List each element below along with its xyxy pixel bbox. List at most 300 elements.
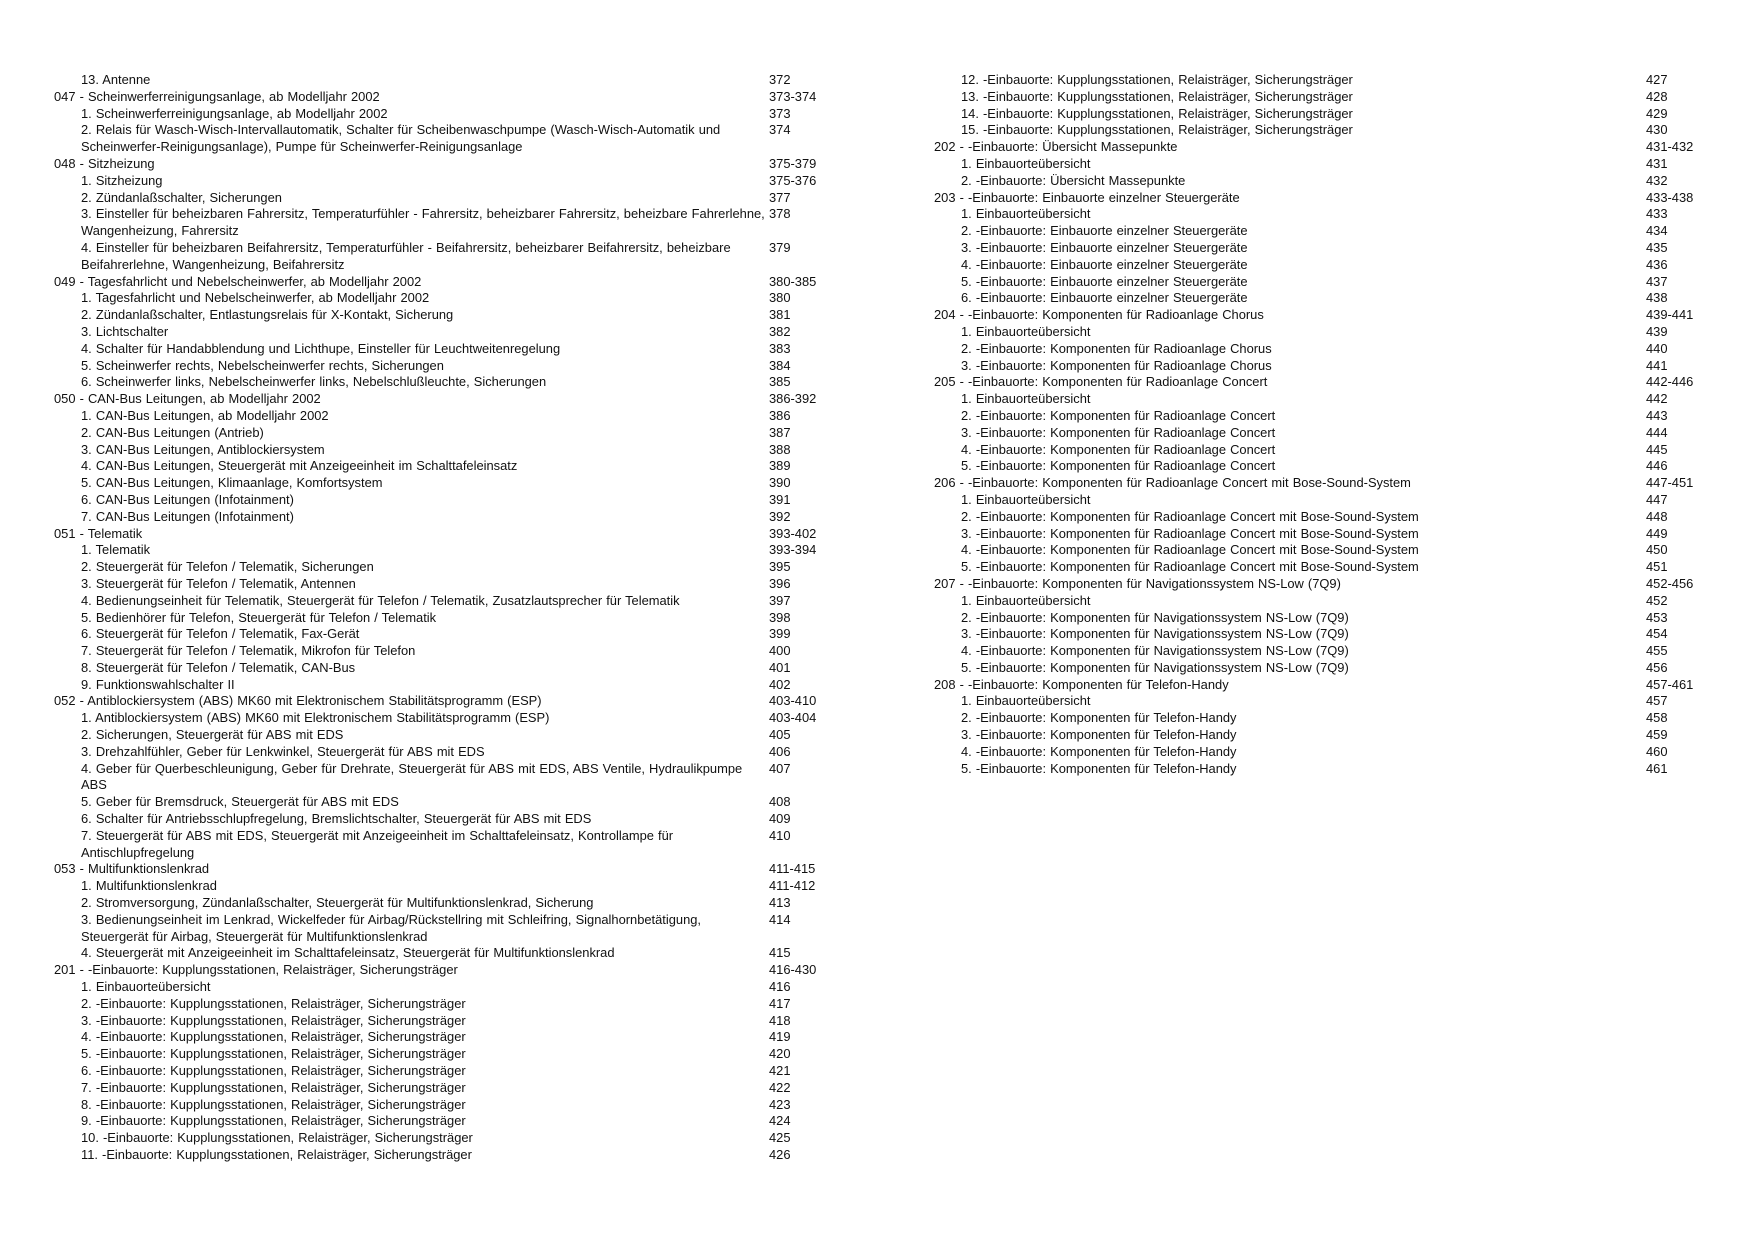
toc-entry-page-number: 433-438	[1646, 189, 1694, 205]
toc-entry-page-number: 455	[1646, 643, 1668, 659]
toc-entry-page-number: 378	[769, 206, 791, 222]
toc-entry-title: 2. CAN-Bus Leitungen (Antrieb)	[81, 424, 264, 440]
toc-entry-title: 047 - Scheinwerferreinigungsanlage, ab Modelljahr 2002	[54, 88, 380, 104]
toc-section-entry	[54, 643, 834, 660]
toc-entry-title: 051 - Telematik	[54, 525, 143, 541]
toc-entry-page-number: 373-374	[769, 88, 817, 104]
toc-section-entry	[54, 458, 834, 475]
toc-entry-page-number: 400	[769, 643, 791, 659]
toc-entry-page-number: 456	[1646, 659, 1668, 675]
toc-entry-page-number: 448	[1646, 508, 1668, 524]
toc-entry-page-number: 403-410	[769, 693, 817, 709]
toc-entry-page-number: 438	[1646, 290, 1668, 306]
toc-entry-page-number: 432	[1646, 172, 1668, 188]
toc-entry-page-number: 447-451	[1646, 475, 1694, 491]
toc-entry-page-number: 387	[769, 424, 791, 440]
toc-entry-title: 5. Bedienhörer für Telefon, Steuergerät für Telefon / Telematik	[81, 609, 437, 625]
toc-entry-page-number: 445	[1646, 441, 1668, 457]
toc-section-entry	[934, 274, 1714, 291]
toc-entry-page-number: 416-430	[769, 962, 817, 978]
toc-section-entry	[54, 895, 834, 912]
toc-entry-title: 1. Einbauorteübersicht	[961, 206, 1091, 222]
toc-section-entry	[54, 358, 834, 375]
toc-section-entry	[934, 744, 1714, 761]
toc-section-entry	[54, 1113, 834, 1130]
toc-section-entry	[54, 341, 834, 358]
toc-entry-title: 2. Relais für Wasch-Wisch-Intervallautomatik, Schalter für Scheibenwaschpumpe (Wasch-Wisch-Automatik und Scheinwerfer-Reinigungsanlage), Pumpe für Scheinwerfer-Reinigungsanlage	[81, 122, 721, 155]
toc-section-entry	[934, 542, 1714, 559]
toc-entry-page-number: 439	[1646, 323, 1668, 339]
toc-entry-title: 2. Zündanlaßschalter, Entlastungsrelais für X-Kontakt, Sicherung	[81, 307, 454, 323]
toc-entry-title: 5. Scheinwerfer rechts, Nebelscheinwerfer rechts, Sicherungen	[81, 357, 444, 373]
toc-section-entry	[934, 643, 1714, 660]
toc-section-entry	[54, 593, 834, 610]
toc-entry-title: 204 - -Einbauorte: Komponenten für Radioanlage Chorus	[934, 307, 1264, 323]
toc-chapter-entry	[934, 307, 1714, 324]
toc-entry-title: 1. Einbauorteübersicht	[81, 979, 211, 995]
toc-entry-page-number: 418	[769, 1012, 791, 1028]
toc-entry-title: 4. -Einbauorte: Kupplungsstationen, Relaisträger, Sicherungsträger	[81, 1029, 466, 1045]
toc-chapter-entry	[54, 962, 834, 979]
toc-entry-title: 3. Steuergerät für Telefon / Telematik, Antennen	[81, 575, 356, 591]
toc-entry-title: 2. -Einbauorte: Komponenten für Radioanlage Chorus	[961, 340, 1272, 356]
toc-entry-page-number: 403-404	[769, 710, 817, 726]
toc-section-entry	[54, 542, 834, 559]
toc-entry-page-number: 413	[769, 895, 791, 911]
toc-entry-page-number: 411-412	[769, 878, 816, 894]
toc-chapter-entry	[54, 274, 834, 291]
toc-section-entry	[934, 610, 1714, 627]
toc-section-entry	[54, 761, 834, 795]
toc-section-entry	[54, 408, 834, 425]
toc-entry-title: 2. Zündanlaßschalter, Sicherungen	[81, 189, 282, 205]
toc-entry-page-number: 459	[1646, 727, 1668, 743]
toc-section-entry	[934, 660, 1714, 677]
toc-entry-page-number: 427	[1646, 72, 1668, 87]
toc-entry-page-number: 440	[1646, 340, 1668, 356]
toc-right-column	[934, 72, 1714, 777]
toc-entry-page-number: 422	[769, 1079, 791, 1095]
toc-entry-title: 6. Schalter für Antriebsschlupfregelung, Bremslichtschalter, Steuergerät für ABS mit EDS	[81, 811, 592, 827]
toc-entry-title: 15. -Einbauorte: Kupplungsstationen, Relaisträger, Sicherungsträger	[961, 122, 1353, 138]
toc-entry-page-number: 460	[1646, 743, 1668, 759]
toc-entry-title: 4. -Einbauorte: Komponenten für Telefon-Handy	[961, 743, 1237, 759]
toc-section-entry	[54, 307, 834, 324]
toc-entry-title: 1. Einbauorteübersicht	[961, 391, 1091, 407]
toc-entry-page-number: 442-446	[1646, 374, 1694, 390]
toc-section-entry	[54, 290, 834, 307]
toc-entry-page-number: 411-415	[769, 861, 816, 877]
toc-entry-title: 1. Einbauorteübersicht	[961, 323, 1091, 339]
toc-entry-title: 7. CAN-Bus Leitungen (Infotainment)	[81, 508, 294, 524]
toc-chapter-entry	[54, 89, 834, 106]
toc-section-entry	[54, 945, 834, 962]
toc-entry-page-number: 408	[769, 794, 791, 810]
toc-entry-title: 5. -Einbauorte: Komponenten für Radioanlage Concert mit Bose-Sound-System	[961, 559, 1419, 575]
toc-entry-page-number: 410	[769, 827, 791, 843]
toc-entry-title: 208 - -Einbauorte: Komponenten für Telefon-Handy	[934, 676, 1229, 692]
toc-entry-title: 1. Einbauorteübersicht	[961, 592, 1091, 608]
toc-section-entry	[54, 190, 834, 207]
toc-entry-title: 3. -Einbauorte: Komponenten für Radioanlage Concert	[961, 424, 1276, 440]
toc-section-entry	[54, 979, 834, 996]
toc-section-entry	[934, 341, 1714, 358]
toc-entry-page-number: 429	[1646, 105, 1668, 121]
toc-entry-title: 6. -Einbauorte: Kupplungsstationen, Relaisträger, Sicherungsträger	[81, 1063, 466, 1079]
toc-entry-title: 2. -Einbauorte: Kupplungsstationen, Relaisträger, Sicherungsträger	[81, 995, 466, 1011]
toc-section-entry	[934, 509, 1714, 526]
toc-entry-page-number: 443	[1646, 407, 1668, 423]
toc-section-entry	[54, 727, 834, 744]
toc-section-entry	[934, 391, 1714, 408]
toc-entry-title: 4. Einsteller für beheizbaren Beifahrersitz, Temperaturfühler - Beifahrersitz, beheizbarer Beifahrersitz, beheizbare Beifahrerlehne, Wangenheizung, Beifahrersitz	[81, 239, 731, 272]
toc-entry-page-number: 454	[1646, 626, 1668, 642]
toc-entry-title: 207 - -Einbauorte: Komponenten für Navigationssystem NS-Low (7Q9)	[934, 575, 1341, 591]
toc-section-entry	[54, 660, 834, 677]
toc-section-entry	[934, 240, 1714, 257]
toc-entry-page-number: 458	[1646, 710, 1668, 726]
toc-section-entry	[54, 878, 834, 895]
toc-entry-page-number: 381	[769, 307, 791, 323]
toc-section-entry	[934, 526, 1714, 543]
toc-entry-page-number: 446	[1646, 458, 1668, 474]
toc-section-entry	[54, 173, 834, 190]
toc-entry-title: 3. -Einbauorte: Kupplungsstationen, Relaisträger, Sicherungsträger	[81, 1012, 466, 1028]
toc-section-entry	[54, 912, 834, 946]
toc-entry-title: 3. Bedienungseinheit im Lenkrad, Wickelfeder für Airbag/Rückstellring mit Schleifring, Signalhornbetätigung, Steuergerät für Airbag, Steuergerät für Multifunktionslenkrad	[81, 911, 702, 944]
toc-entry-title: 3. -Einbauorte: Komponenten für Navigationssystem NS-Low (7Q9)	[961, 626, 1349, 642]
toc-entry-title: 4. -Einbauorte: Komponenten für Navigationssystem NS-Low (7Q9)	[961, 643, 1349, 659]
toc-entry-title: 050 - CAN-Bus Leitungen, ab Modelljahr 2002	[54, 391, 321, 407]
toc-entry-title: 4. -Einbauorte: Komponenten für Radioanlage Concert mit Bose-Sound-System	[961, 542, 1419, 558]
toc-entry-title: 1. Einbauorteübersicht	[961, 155, 1091, 171]
toc-entry-title: 2. -Einbauorte: Einbauorte einzelner Steuergeräte	[961, 223, 1248, 239]
toc-section-entry	[934, 89, 1714, 106]
toc-entry-title: 8. -Einbauorte: Kupplungsstationen, Relaisträger, Sicherungsträger	[81, 1096, 466, 1112]
toc-section-entry	[54, 106, 834, 123]
toc-section-entry	[54, 374, 834, 391]
toc-entry-page-number: 402	[769, 676, 791, 692]
toc-entry-page-number: 389	[769, 458, 791, 474]
toc-entry-page-number: 393-394	[769, 542, 817, 558]
toc-section-entry	[934, 425, 1714, 442]
toc-entry-title: 5. -Einbauorte: Kupplungsstationen, Relaisträger, Sicherungsträger	[81, 1046, 466, 1062]
toc-entry-page-number: 414	[769, 911, 791, 927]
toc-entry-page-number: 396	[769, 575, 791, 591]
toc-entry-title: 1. Multifunktionslenkrad	[81, 878, 217, 894]
toc-chapter-entry	[934, 576, 1714, 593]
toc-chapter-entry	[54, 861, 834, 878]
toc-entry-title: 2. Stromversorgung, Zündanlaßschalter, Steuergerät für Multifunktionslenkrad, Sicherung	[81, 895, 594, 911]
toc-entry-title: 5. Geber für Bremsdruck, Steuergerät für ABS mit EDS	[81, 794, 399, 810]
toc-entry-page-number: 399	[769, 626, 791, 642]
toc-entry-title: 1. Tagesfahrlicht und Nebelscheinwerfer, ab Modelljahr 2002	[81, 290, 430, 306]
toc-entry-page-number: 447	[1646, 491, 1668, 507]
toc-section-entry	[934, 122, 1714, 139]
toc-entry-title: 3. Lichtschalter	[81, 323, 169, 339]
toc-entry-title: 1. Einbauorteübersicht	[961, 693, 1091, 709]
toc-entry-page-number: 392	[769, 508, 791, 524]
toc-section-entry	[54, 240, 834, 274]
toc-entry-title: 3. -Einbauorte: Komponenten für Telefon-Handy	[961, 727, 1237, 743]
toc-entry-page-number: 439-441	[1646, 307, 1694, 323]
toc-section-entry	[934, 223, 1714, 240]
toc-entry-page-number: 416	[769, 979, 791, 995]
toc-entry-title: 2. -Einbauorte: Komponenten für Telefon-Handy	[961, 710, 1237, 726]
toc-entry-page-number: 380	[769, 290, 791, 306]
toc-entry-title: 4. CAN-Bus Leitungen, Steuergerät mit Anzeigeeinheit im Schalttafeleinsatz	[81, 458, 518, 474]
toc-entry-page-number: 437	[1646, 273, 1668, 289]
toc-section-entry	[54, 425, 834, 442]
toc-entry-page-number: 434	[1646, 223, 1668, 239]
toc-entry-title: 7. -Einbauorte: Kupplungsstationen, Relaisträger, Sicherungsträger	[81, 1079, 466, 1095]
toc-entry-page-number: 449	[1646, 525, 1668, 541]
toc-entry-title: 201 - -Einbauorte: Kupplungsstationen, Relaisträger, Sicherungsträger	[54, 962, 458, 978]
toc-entry-page-number: 421	[769, 1063, 791, 1079]
toc-chapter-entry	[54, 693, 834, 710]
toc-entry-page-number: 375-376	[769, 172, 817, 188]
toc-entry-page-number: 419	[769, 1029, 791, 1045]
toc-entry-page-number: 409	[769, 811, 791, 827]
toc-entry-title: 9. Funktionswahlschalter II	[81, 676, 235, 692]
toc-entry-title: 3. Drehzahlfühler, Geber für Lenkwinkel, Steuergerät für ABS mit EDS	[81, 743, 485, 759]
toc-entry-page-number: 431	[1646, 155, 1668, 171]
toc-entry-title: 14. -Einbauorte: Kupplungsstationen, Relaisträger, Sicherungsträger	[961, 105, 1353, 121]
toc-entry-page-number: 417	[769, 995, 791, 1011]
toc-section-entry	[934, 358, 1714, 375]
toc-section-entry	[54, 475, 834, 492]
toc-entry-title: 4. Geber für Querbeschleunigung, Geber für Drehrate, Steuergerät für ABS mit EDS, ABS Ventile, Hydraulikpumpe ABS	[81, 760, 743, 793]
toc-section-entry	[54, 828, 834, 862]
toc-entry-page-number: 401	[769, 659, 791, 675]
toc-entry-page-number: 390	[769, 475, 791, 491]
toc-chapter-entry	[54, 156, 834, 173]
toc-entry-page-number: 452-456	[1646, 575, 1694, 591]
toc-section-entry	[54, 1097, 834, 1114]
toc-section-entry	[54, 1130, 834, 1147]
toc-entry-title: 1. Einbauorteübersicht	[961, 491, 1091, 507]
toc-entry-title: 7. Steuergerät für Telefon / Telematik, Mikrofon für Telefon	[81, 643, 416, 659]
toc-entry-page-number: 372	[769, 72, 791, 87]
toc-entry-title: 4. Bedienungseinheit für Telematik, Steuergerät für Telefon / Telematik, Zusatzlautsprecher für Telematik	[81, 592, 680, 608]
toc-entry-title: 11. -Einbauorte: Kupplungsstationen, Relaisträger, Sicherungsträger	[81, 1147, 472, 1162]
toc-entry-title: 052 - Antiblockiersystem (ABS) MK60 mit Elektronischem Stabilitätsprogramm (ESP)	[54, 693, 542, 709]
toc-chapter-entry	[934, 677, 1714, 694]
toc-entry-title: 1. Antiblockiersystem (ABS) MK60 mit Elektronischem Stabilitätsprogramm (ESP)	[81, 710, 550, 726]
toc-section-entry	[54, 442, 834, 459]
toc-entry-page-number: 407	[769, 760, 791, 776]
toc-entry-title: 8. Steuergerät für Telefon / Telematik, CAN-Bus	[81, 659, 356, 675]
toc-entry-page-number: 386-392	[769, 391, 817, 407]
toc-section-entry	[934, 173, 1714, 190]
toc-entry-page-number: 435	[1646, 239, 1668, 255]
toc-chapter-entry	[54, 391, 834, 408]
toc-section-entry	[54, 811, 834, 828]
toc-entry-page-number: 373	[769, 105, 791, 121]
toc-entry-title: 5. -Einbauorte: Komponenten für Radioanlage Concert	[961, 458, 1276, 474]
toc-section-entry	[54, 206, 834, 240]
toc-entry-page-number: 453	[1646, 609, 1668, 625]
toc-section-entry	[54, 1013, 834, 1030]
toc-chapter-entry	[934, 190, 1714, 207]
toc-section-entry	[54, 1029, 834, 1046]
toc-entry-page-number: 393-402	[769, 525, 817, 541]
toc-entry-page-number: 436	[1646, 256, 1668, 272]
toc-entry-page-number: 441	[1646, 357, 1668, 373]
toc-entry-title: 12. -Einbauorte: Kupplungsstationen, Relaisträger, Sicherungsträger	[961, 72, 1353, 87]
toc-entry-title: 6. Scheinwerfer links, Nebelscheinwerfer links, Nebelschlußleuchte, Sicherungen	[81, 374, 547, 390]
toc-entry-title: 4. -Einbauorte: Einbauorte einzelner Steuergeräte	[961, 256, 1248, 272]
toc-entry-title: 4. Steuergerät mit Anzeigeeinheit im Schalttafeleinsatz, Steuergerät für Multifunktionslenkrad	[81, 945, 615, 961]
toc-entry-title: 205 - -Einbauorte: Komponenten für Radioanlage Concert	[934, 374, 1268, 390]
toc-entry-page-number: 425	[769, 1130, 791, 1146]
toc-entry-page-number: 420	[769, 1046, 791, 1062]
toc-entry-page-number: 379	[769, 239, 791, 255]
toc-entry-page-number: 386	[769, 407, 791, 423]
toc-entry-page-number: 406	[769, 743, 791, 759]
toc-section-entry	[934, 408, 1714, 425]
toc-entry-title: 2. -Einbauorte: Komponenten für Navigationssystem NS-Low (7Q9)	[961, 609, 1349, 625]
toc-section-entry	[54, 744, 834, 761]
toc-entry-title: 5. -Einbauorte: Komponenten für Navigationssystem NS-Low (7Q9)	[961, 659, 1349, 675]
toc-section-entry	[54, 626, 834, 643]
toc-entry-page-number: 395	[769, 559, 791, 575]
toc-section-entry	[934, 206, 1714, 223]
toc-entry-title: 2. Steuergerät für Telefon / Telematik, Sicherungen	[81, 559, 374, 575]
toc-entry-page-number: 384	[769, 357, 791, 373]
toc-section-entry	[54, 324, 834, 341]
toc-entry-page-number: 415	[769, 945, 791, 961]
toc-section-entry	[934, 761, 1714, 778]
toc-section-entry	[54, 996, 834, 1013]
toc-section-entry	[934, 693, 1714, 710]
toc-section-entry	[934, 458, 1714, 475]
toc-entry-title: 13. Antenne	[81, 72, 151, 87]
toc-entry-page-number: 374	[769, 122, 791, 138]
toc-entry-title: 7. Steuergerät für ABS mit EDS, Steuergerät mit Anzeigeeinheit im Schalttafeleinsatz, Kontrollampe für Antischlupfregelung	[81, 827, 674, 860]
toc-chapter-entry	[934, 374, 1714, 391]
toc-section-entry	[934, 727, 1714, 744]
toc-entry-page-number: 398	[769, 609, 791, 625]
toc-section-entry	[54, 72, 834, 89]
toc-entry-page-number: 457-461	[1646, 676, 1694, 692]
toc-section-entry	[934, 156, 1714, 173]
toc-section-entry	[54, 1063, 834, 1080]
toc-section-entry	[934, 106, 1714, 123]
toc-entry-page-number: 444	[1646, 424, 1668, 440]
toc-section-entry	[934, 324, 1714, 341]
toc-entry-title: 2. -Einbauorte: Komponenten für Radioanlage Concert mit Bose-Sound-System	[961, 508, 1419, 524]
toc-entry-page-number: 391	[769, 491, 791, 507]
toc-entry-title: 1. Sitzheizung	[81, 172, 163, 188]
toc-entry-page-number: 461	[1646, 760, 1668, 776]
toc-entry-page-number: 457	[1646, 693, 1668, 709]
toc-chapter-entry	[934, 139, 1714, 156]
toc-section-entry	[54, 492, 834, 509]
toc-entry-title: 6. -Einbauorte: Einbauorte einzelner Steuergeräte	[961, 290, 1248, 306]
toc-entry-title: 4. Schalter für Handabblendung und Lichthupe, Einsteller für Leuchtweitenregelung	[81, 340, 561, 356]
toc-entry-page-number: 383	[769, 340, 791, 356]
toc-section-entry	[934, 290, 1714, 307]
toc-entry-title: 3. CAN-Bus Leitungen, Antiblockiersystem	[81, 441, 325, 457]
toc-entry-title: 2. -Einbauorte: Übersicht Massepunkte	[961, 172, 1186, 188]
toc-entry-title: 049 - Tagesfahrlicht und Nebelscheinwerfer, ab Modelljahr 2002	[54, 273, 422, 289]
toc-entry-page-number: 428	[1646, 88, 1668, 104]
toc-entry-title: 3. -Einbauorte: Einbauorte einzelner Steuergeräte	[961, 239, 1248, 255]
toc-section-entry	[54, 1080, 834, 1097]
toc-entry-title: 2. Sicherungen, Steuergerät für ABS mit EDS	[81, 727, 344, 743]
toc-entry-title: 3. -Einbauorte: Komponenten für Radioanlage Concert mit Bose-Sound-System	[961, 525, 1419, 541]
toc-entry-page-number: 452	[1646, 592, 1668, 608]
toc-section-entry	[934, 593, 1714, 610]
toc-entry-page-number: 380-385	[769, 273, 817, 289]
toc-entry-title: 6. Steuergerät für Telefon / Telematik, Fax-Gerät	[81, 626, 360, 642]
toc-entry-page-number: 377	[769, 189, 791, 205]
toc-section-entry	[54, 610, 834, 627]
toc-entry-title: 5. -Einbauorte: Einbauorte einzelner Steuergeräte	[961, 273, 1248, 289]
toc-section-entry	[54, 1046, 834, 1063]
toc-section-entry	[54, 122, 834, 156]
toc-entry-title: 9. -Einbauorte: Kupplungsstationen, Relaisträger, Sicherungsträger	[81, 1113, 466, 1129]
toc-entry-title: 3. -Einbauorte: Komponenten für Radioanlage Chorus	[961, 357, 1272, 373]
toc-section-entry	[934, 559, 1714, 576]
toc-entry-page-number: 442	[1646, 391, 1668, 407]
toc-entry-title: 1. Telematik	[81, 542, 151, 558]
toc-entry-page-number: 433	[1646, 206, 1668, 222]
toc-entry-page-number: 424	[769, 1113, 791, 1129]
toc-section-entry	[934, 442, 1714, 459]
toc-entry-page-number: 450	[1646, 542, 1668, 558]
toc-entry-title: 4. -Einbauorte: Komponenten für Radioanlage Concert	[961, 441, 1276, 457]
toc-section-entry	[934, 72, 1714, 89]
toc-section-entry	[54, 509, 834, 526]
toc-section-entry	[54, 559, 834, 576]
toc-section-entry	[934, 626, 1714, 643]
toc-section-entry	[54, 794, 834, 811]
toc-chapter-entry	[54, 526, 834, 543]
toc-entry-title: 13. -Einbauorte: Kupplungsstationen, Relaisträger, Sicherungsträger	[961, 88, 1353, 104]
toc-section-entry	[54, 710, 834, 727]
toc-entry-title: 3. Einsteller für beheizbaren Fahrersitz, Temperaturfühler - Fahrersitz, beheizbarer Fahrersitz, beheizbare Fahrerlehne, Wangenheizung, Fahrersitz	[81, 206, 765, 239]
toc-entry-page-number: 426	[769, 1147, 791, 1162]
toc-entry-title: 5. CAN-Bus Leitungen, Klimaanlage, Komfortsystem	[81, 475, 383, 491]
toc-chapter-entry	[934, 475, 1714, 492]
toc-entry-title: 10. -Einbauorte: Kupplungsstationen, Relaisträger, Sicherungsträger	[81, 1130, 473, 1146]
toc-section-entry	[54, 576, 834, 593]
toc-entry-page-number: 382	[769, 323, 791, 339]
toc-entry-page-number: 405	[769, 727, 791, 743]
toc-entry-page-number: 430	[1646, 122, 1668, 138]
toc-entry-title: 5. -Einbauorte: Komponenten für Telefon-Handy	[961, 760, 1237, 776]
toc-entry-title: 203 - -Einbauorte: Einbauorte einzelner Steuergeräte	[934, 189, 1240, 205]
toc-section-entry	[934, 492, 1714, 509]
toc-entry-title: 202 - -Einbauorte: Übersicht Massepunkte	[934, 139, 1178, 155]
toc-entry-title: 1. CAN-Bus Leitungen, ab Modelljahr 2002	[81, 407, 329, 423]
toc-entry-title: 1. Scheinwerferreinigungsanlage, ab Modelljahr 2002	[81, 105, 388, 121]
toc-entry-title: 206 - -Einbauorte: Komponenten für Radioanlage Concert mit Bose-Sound-System	[934, 475, 1411, 491]
toc-entry-page-number: 431-432	[1646, 139, 1694, 155]
toc-left-column	[54, 72, 834, 1164]
toc-entry-page-number: 385	[769, 374, 791, 390]
toc-entry-page-number: 451	[1646, 559, 1668, 575]
toc-section-entry	[54, 1147, 834, 1164]
toc-entry-page-number: 388	[769, 441, 791, 457]
toc-entry-title: 2. -Einbauorte: Komponenten für Radioanlage Concert	[961, 407, 1276, 423]
toc-entry-page-number: 375-379	[769, 155, 817, 171]
toc-entry-page-number: 423	[769, 1096, 791, 1112]
toc-entry-page-number: 397	[769, 592, 791, 608]
toc-section-entry	[934, 257, 1714, 274]
